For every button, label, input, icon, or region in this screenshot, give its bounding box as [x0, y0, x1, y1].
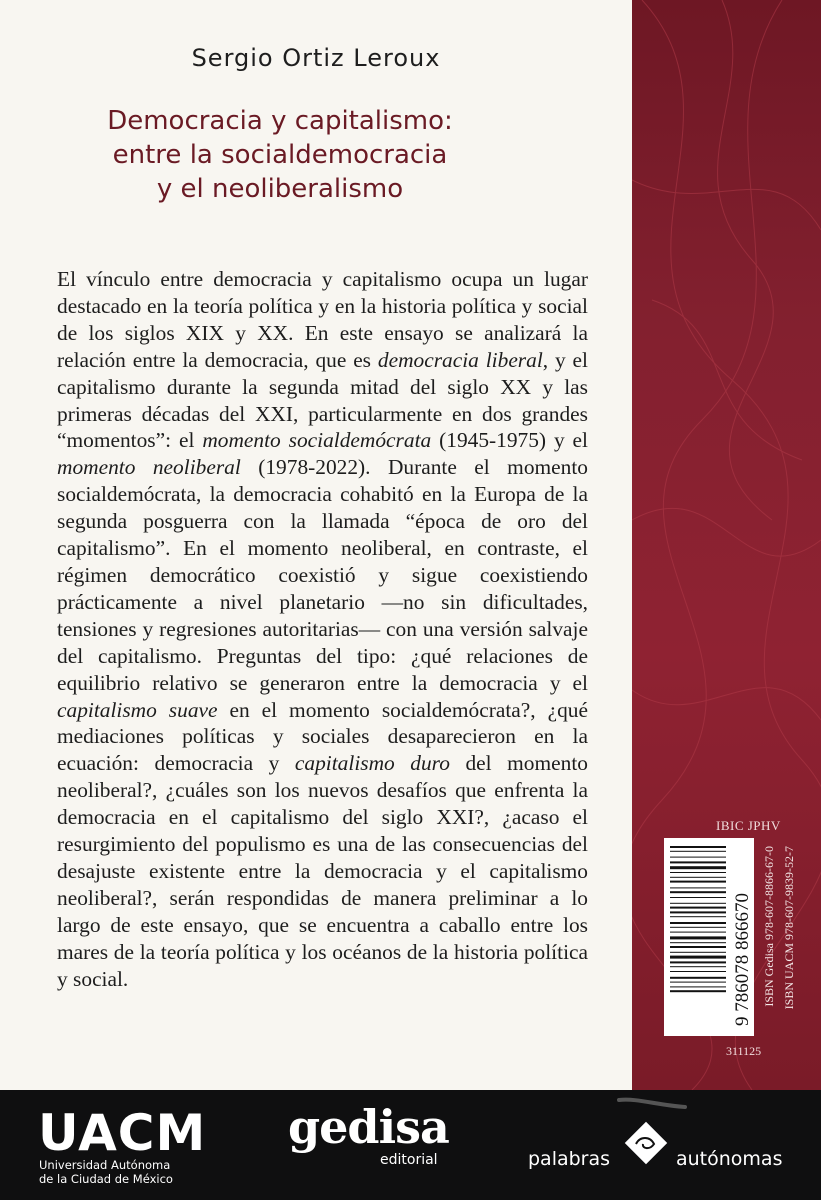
synopsis-text — [57, 266, 588, 992]
barcode-bar — [670, 946, 726, 948]
synopsis-italic: capitalismo suave — [57, 697, 218, 722]
barcode-bar — [670, 911, 726, 913]
synopsis-italic: momento socialdemócrata — [202, 428, 432, 453]
title-line-1: Democracia y capitalismo: — [107, 106, 453, 136]
barcode-bar — [670, 861, 726, 863]
barcode-bar — [670, 966, 726, 967]
barcode-bar — [670, 872, 726, 873]
barcode-bar — [670, 927, 726, 928]
barcode-bar — [670, 877, 726, 878]
synopsis-italic: capitalismo duro — [294, 751, 450, 776]
publisher-footer — [0, 1090, 821, 1200]
barcode-bar — [670, 897, 726, 898]
uacm-subtitle-line: Universidad Autónoma — [39, 1158, 171, 1172]
barcode-bar — [670, 942, 726, 943]
barcode-bar — [670, 977, 726, 979]
ibic-code: IBIC JPHV — [716, 818, 781, 833]
synopsis-part: (1978-2022). Durante el momento socialdemócrata, la democracia cohabitó en la Europa de la segunda posguerra con la llamada “época de oro del capitalismo”. En el momento neoliberal, en contraste, el régimen democrático coexistió y sigue coexistiendo prácticamente a nivel planetario —no sin dificultades, tensiones y regresiones autoritarias— con una versión salvaje del capitalismo. Preguntas del tipo: ¿qué relaciones de equilibrio relativo se generaron entre la democracia y el — [57, 455, 588, 695]
book-title — [0, 104, 560, 206]
barcode-bar — [670, 857, 726, 858]
isbn-gedisa: ISBN Gedisa 978-607-8866-67-0 — [762, 846, 776, 1007]
barcode-bar — [670, 952, 726, 953]
synopsis-part: del momento neoliberal?, ¿cuáles son los nuevos desafíos que enfrenta la democracia en el capitalismo del siglo XXI?, ¿acaso el resurgimiento del populismo es una de las consecuencias del desajuste existente entre la democracia y el capitalismo neoliberal?, serán respondidas de manera preliminar a lo largo de este ensayo, que se encuentra a caballo entre los mares de la teoría política y los océanos de la historia política y social. — [57, 751, 588, 991]
title-line-3: y el neoliberalismo — [156, 174, 404, 204]
diamond-logo-icon — [623, 1120, 669, 1166]
barcode-bar — [670, 907, 726, 909]
barcode-bar — [670, 956, 726, 959]
barcode-bar — [670, 891, 726, 893]
palabras-logo: palabras — [528, 1148, 611, 1170]
barcode-bar — [670, 922, 726, 924]
synopsis-part: en el momento socialdemócrata?, ¿qué mediaciones políticas y sociales desaparecieron en la ecuación: democracia y — [57, 697, 588, 776]
barcode-bar — [670, 846, 726, 848]
synopsis-italic: democracia liberal — [377, 347, 543, 372]
product-code: 311125 — [726, 1044, 762, 1058]
barcode-bar — [670, 903, 726, 904]
barcode-bar — [670, 887, 726, 888]
barcode-bar — [670, 982, 726, 983]
barcode-bar — [670, 990, 726, 992]
title-line-2: entre la socialdemocracia — [112, 140, 448, 170]
author-name: Sergio Ortiz Leroux — [191, 44, 441, 72]
barcode-bar — [670, 986, 726, 987]
uacm-subtitle-line: de la Ciudad de México — [39, 1172, 173, 1186]
barcode-bar — [670, 961, 726, 963]
gedisa-logo: gedisa — [288, 1100, 449, 1154]
synopsis-italic: momento neoliberal — [57, 455, 241, 480]
isbn-uacm: ISBN UACM 978-607-9839-52-7 — [782, 846, 796, 1010]
barcode-bar — [670, 936, 726, 939]
brush-stroke-icon — [617, 1096, 687, 1110]
barcode-bar — [670, 866, 726, 869]
gedisa-subtitle: editorial — [380, 1152, 438, 1168]
synopsis-part: El vínculo entre democracia y capitalismo ocupa un lugar destacado en la teoría política y en la historia política y social de los siglos XIX y XX. En este ensayo se analizará la relación entre la democracia, que es — [57, 267, 588, 372]
synopsis-part: , y el capitalismo durante la segunda mitad del siglo XX y las primeras décadas del XXI, particularmente en dos grandes “momentos”: el — [57, 347, 588, 453]
uacm-logo: UACM — [38, 1104, 207, 1162]
isbn-block — [760, 838, 810, 1036]
barcode-bar — [670, 971, 726, 972]
uacm-subtitle — [39, 1158, 173, 1186]
barcode-number: 9 786078 866670 — [732, 893, 753, 1026]
barcode-bar — [670, 851, 726, 852]
barcode-bar — [670, 916, 726, 917]
synopsis-part: (1945-1975) y el — [431, 428, 588, 453]
autonomas-logo: autónomas — [676, 1148, 783, 1170]
isbn-barcode — [664, 838, 754, 1036]
barcode-bar — [670, 932, 726, 933]
barcode-bar — [670, 881, 726, 883]
barcode-graphic — [664, 838, 754, 1036]
